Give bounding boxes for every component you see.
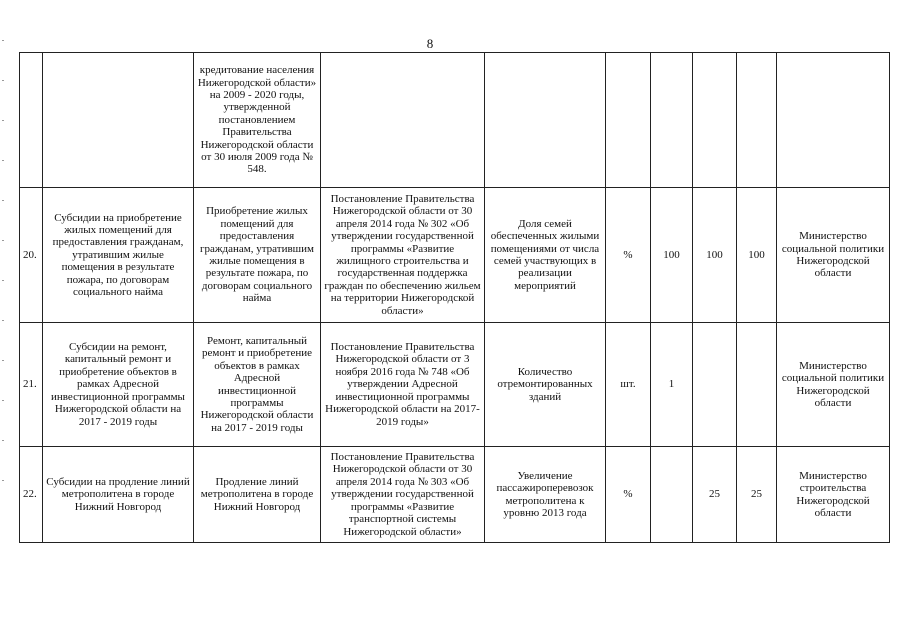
value-year2-cell: [693, 323, 737, 447]
legal-document-cell: Постановление Правительства Нижегородской области от 30 апреля 2014 года № 303 «Об утверждении государственной программы «Развитие транспортной системы Нижегородской области»: [321, 447, 485, 543]
program-table: [19, 52, 890, 543]
value-year3-cell: [737, 53, 777, 188]
activity-cell: Приобретение жилых помещений для предоставления гражданам, утратившим жилые помещения в результате пожара, по договорам социального найма: [194, 188, 321, 323]
legal-document-cell: Постановление Правительства Нижегородской области от 30 апреля 2014 года № 302 «Об утверждении государственной программы «Развитие жилищного строительства и государственная поддержка граждан по обеспечению жильем на территории Нижегородской области»: [321, 188, 485, 323]
indicator-cell: Увеличение пассажироперевозок метрополитена к уровню 2013 года: [485, 447, 606, 543]
value-year2-cell: [693, 53, 737, 188]
unit-cell: шт.: [606, 323, 651, 447]
executor-cell: Министерство социальной политики Нижегородской области: [777, 323, 890, 447]
subsidy-name-cell: Субсидии на ремонт, капитальный ремонт и приобретение объектов в рамках Адресной инвестиционной программы Нижегородской области на 2017 - 2019 годы: [43, 323, 194, 447]
value-year2-cell: 25: [693, 447, 737, 543]
executor-cell: Министерство социальной политики Нижегородской области: [777, 188, 890, 323]
indicator-cell: Доля семей обеспеченных жилыми помещениями от числа семей участвующих в реализации мероприятий: [485, 188, 606, 323]
value-year1-cell: 1: [651, 323, 693, 447]
indicator-cell: Количество отремонтированных зданий: [485, 323, 606, 447]
unit-cell: [606, 53, 651, 188]
value-year3-cell: 100: [737, 188, 777, 323]
legal-document-cell: Постановление Правительства Нижегородской области от 3 ноября 2016 года № 748 «Об утверждении Адресной инвестиционной программы Нижегородской области на 2017-2019 годы»: [321, 323, 485, 447]
margin-tick-marks: [2, 40, 6, 540]
subsidy-name-cell: Субсидии на приобретение жилых помещений для предоставления гражданам, утратившим жилые помещения в результате пожара, по договорам социального найма: [43, 188, 194, 323]
table-row: [20, 188, 890, 323]
indicator-cell: [485, 53, 606, 188]
value-year3-cell: 25: [737, 447, 777, 543]
subsidy-name-cell: [43, 53, 194, 188]
value-year3-cell: [737, 323, 777, 447]
executor-cell: [777, 53, 890, 188]
row-number: 20.: [20, 188, 43, 323]
activity-cell: Ремонт, капитальный ремонт и приобретение объектов в рамках Адресной инвестиционной программы Нижегородской области на 2017 - 2019 годы: [194, 323, 321, 447]
legal-document-cell: [321, 53, 485, 188]
unit-cell: %: [606, 188, 651, 323]
row-number: 22.: [20, 447, 43, 543]
table-row: [20, 447, 890, 543]
unit-cell: %: [606, 447, 651, 543]
executor-cell: Министерство строительства Нижегородской области: [777, 447, 890, 543]
table-row: [20, 53, 890, 188]
value-year1-cell: 100: [651, 188, 693, 323]
table-row: [20, 323, 890, 447]
value-year1-cell: [651, 53, 693, 188]
activity-cell: Продление линий метрополитена в городе Нижний Новгород: [194, 447, 321, 543]
row-number: 21.: [20, 323, 43, 447]
activity-cell: кредитование населения Нижегородской области» на 2009 - 2020 годы, утвержденной постановлением Правительства Нижегородской области от 30 июля 2009 года № 548.: [194, 53, 321, 188]
row-number: [20, 53, 43, 188]
value-year1-cell: [651, 447, 693, 543]
value-year2-cell: 100: [693, 188, 737, 323]
subsidy-name-cell: Субсидии на продление линий метрополитена в городе Нижний Новгород: [43, 447, 194, 543]
page-number: 8: [426, 36, 434, 51]
